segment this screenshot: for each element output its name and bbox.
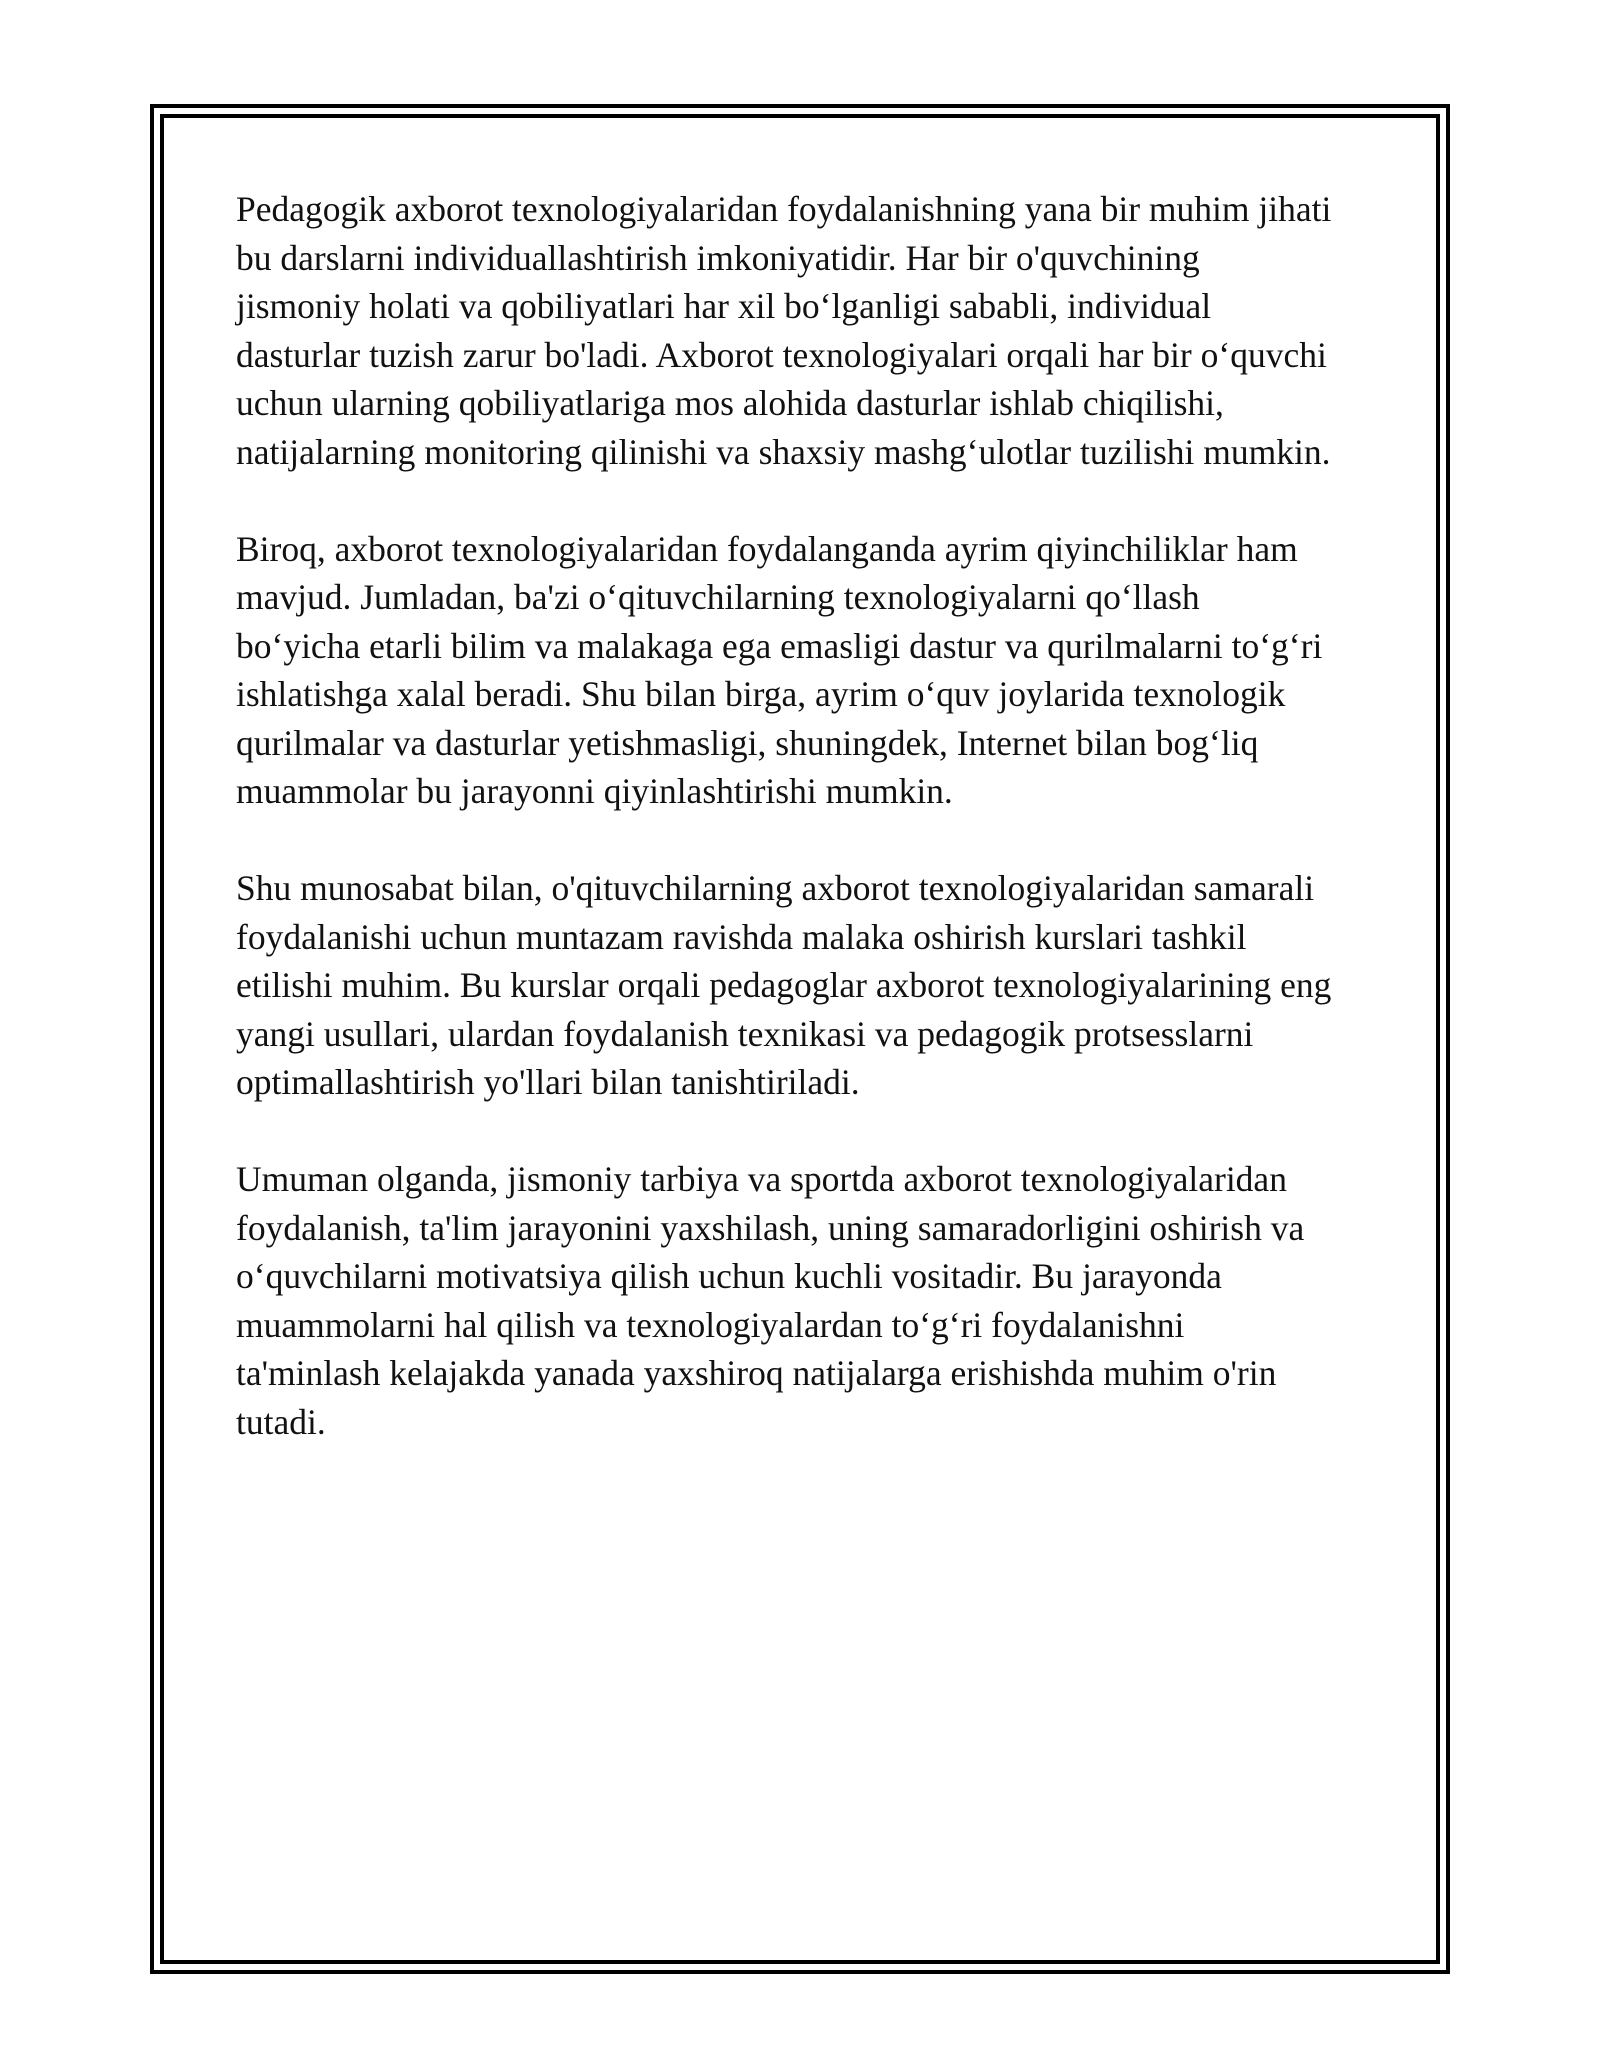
text-line: bo‘yicha etarli bilim va malakaga ega emasligi dastur va qurilmalarni to‘g‘ri — [236, 625, 1323, 666]
text-line: uchun ularning qobiliyatlariga mos alohida dasturlar ishlab chiqilishi, — [236, 383, 1224, 423]
text-line: foydalanish, ta'lim jarayonini yaxshilash, uning samaradorligini oshirish va — [236, 1207, 1305, 1248]
text-line: Biroq, axborot texnologiyalaridan foydalanganda ayrim qiyinchiliklar ham — [236, 528, 1298, 569]
paragraph-2 — [236, 525, 1386, 816]
paragraph-4 — [236, 1155, 1386, 1446]
text-line: qurilmalar va dasturlar yetishmasligi, shuningdek, Internet bilan bog‘liq — [236, 722, 1259, 763]
text-line: bu darslarni individuallashtirish imkoniyatidir. Har bir o'quvchining — [236, 237, 1200, 278]
text-line: foydalanishi uchun muntazam ravishda malaka oshirish kurslari tashkil — [236, 916, 1247, 957]
text-line: mavjud. Jumladan, ba'zi o‘qituvchilarning texnologiyalarni qo‘llash — [236, 577, 1200, 617]
text-line: natijalarning monitoring qilinishi va shaxsiy mashg‘ulotlar tuzilishi mumkin. — [236, 431, 1331, 472]
text-line: muammolar bu jarayonni qiyinlashtirishi mumkin. — [236, 771, 953, 811]
paragraph-3 — [236, 864, 1386, 1107]
text-line: tutadi. — [236, 1401, 326, 1442]
text-line: jismoniy holati va qobiliyatlari har xil bo‘lganligi sababli, individual — [236, 286, 1212, 326]
text-line: Pedagogik axborot texnologiyalaridan foydalanishning yana bir muhim jihati — [236, 189, 1332, 229]
paragraph-1 — [236, 185, 1386, 476]
text-line: optimallashtirish yo'llari bilan tanishtiriladi. — [236, 1062, 860, 1102]
text-line: ta'minlash kelajakda yanada yaxshiroq natijalarga erishishda muhim o'rin — [236, 1353, 1277, 1393]
text-line: yangi usullari, ulardan foydalanish texnikasi va pedagogik protsesslarni — [236, 1013, 1254, 1054]
document-body — [236, 185, 1386, 1495]
text-line: Umuman olganda, jismoniy tarbiya va sportda axborot texnologiyalaridan — [236, 1159, 1287, 1199]
text-line: o‘quvchilarni motivatsiya qilish uchun kuchli vositadir. Bu jarayonda — [236, 1256, 1222, 1296]
text-line: Shu munosabat bilan, o'qituvchilarning axborot texnologiyalaridan samarali — [236, 868, 1315, 908]
text-line: muammolarni hal qilish va texnologiyalardan to‘g‘ri foydalanishni — [236, 1304, 1185, 1345]
text-line: etilishi muhim. Bu kurslar orqali pedagoglar axborot texnologiyalarining eng — [236, 965, 1332, 1005]
text-line: dasturlar tuzish zarur bo'ladi. Axborot texnologiyalari orqali har bir o‘quvchi — [236, 334, 1327, 375]
text-line: ishlatishga xalal beradi. Shu bilan birga, ayrim o‘quv joylarida texnologik — [236, 674, 1286, 714]
